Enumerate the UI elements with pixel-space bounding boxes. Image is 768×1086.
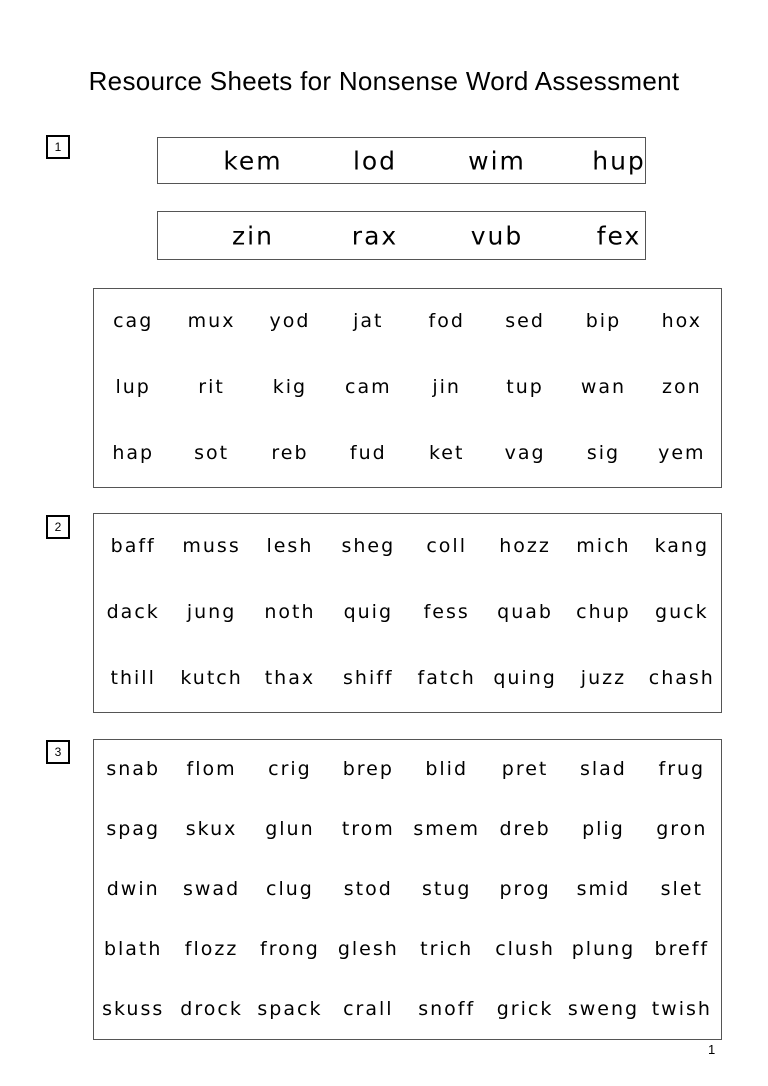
word: rit bbox=[198, 376, 225, 398]
word: kang bbox=[654, 535, 710, 557]
word: flozz bbox=[184, 938, 239, 960]
word: zin bbox=[232, 221, 274, 250]
word: trom bbox=[341, 818, 395, 840]
word: guck bbox=[655, 601, 709, 623]
word: prog bbox=[499, 878, 551, 900]
word: glesh bbox=[337, 938, 399, 960]
word: muss bbox=[182, 535, 241, 557]
word: zon bbox=[661, 376, 702, 398]
word: dack bbox=[106, 601, 160, 623]
word: hox bbox=[661, 310, 702, 332]
word-row bbox=[94, 442, 721, 464]
word-row bbox=[94, 758, 721, 780]
word: sheg bbox=[341, 535, 396, 557]
practice-box-2 bbox=[157, 211, 646, 260]
word: yod bbox=[269, 310, 311, 332]
word: juzz bbox=[580, 667, 627, 689]
word: baff bbox=[110, 535, 156, 557]
word: wan bbox=[580, 376, 627, 398]
word-row bbox=[94, 535, 721, 557]
word: smid bbox=[576, 878, 631, 900]
word: plig bbox=[582, 818, 625, 840]
word: spag bbox=[106, 818, 161, 840]
word-row bbox=[94, 667, 721, 689]
word: trich bbox=[420, 938, 474, 960]
word: glun bbox=[265, 818, 315, 840]
word: coll bbox=[426, 535, 467, 557]
word-row bbox=[94, 998, 721, 1020]
word-row bbox=[94, 878, 721, 900]
word: bip bbox=[585, 310, 622, 332]
word: cam bbox=[345, 376, 392, 398]
word-row bbox=[94, 601, 721, 623]
word: skux bbox=[185, 818, 238, 840]
word: vub bbox=[470, 221, 524, 250]
word-row bbox=[94, 938, 721, 960]
word: fud bbox=[349, 442, 387, 464]
word: kutch bbox=[180, 667, 243, 689]
word: hap bbox=[112, 442, 155, 464]
word: dreb bbox=[499, 818, 551, 840]
word: lesh bbox=[266, 535, 314, 557]
word: crall bbox=[343, 998, 394, 1020]
practice-box-1 bbox=[157, 137, 646, 184]
word: snab bbox=[106, 758, 161, 780]
word: blid bbox=[425, 758, 469, 780]
word: sweng bbox=[567, 998, 640, 1020]
word: snoff bbox=[418, 998, 476, 1020]
word: lup bbox=[115, 376, 151, 398]
word: tup bbox=[506, 376, 544, 398]
word: ket bbox=[428, 442, 465, 464]
word: skuss bbox=[102, 998, 165, 1020]
word: frong bbox=[260, 938, 320, 960]
word: thax bbox=[264, 667, 316, 689]
word: fatch bbox=[417, 667, 476, 689]
word: dwin bbox=[106, 878, 160, 900]
word: spack bbox=[257, 998, 323, 1020]
word: mich bbox=[576, 535, 631, 557]
word-grid-section-2 bbox=[93, 513, 722, 713]
word: sig bbox=[586, 442, 621, 464]
word: crig bbox=[268, 758, 312, 780]
word: breff bbox=[654, 938, 710, 960]
word: mux bbox=[187, 310, 236, 332]
word: kig bbox=[272, 376, 308, 398]
word: fess bbox=[423, 601, 470, 623]
word: fod bbox=[428, 310, 465, 332]
word: reb bbox=[271, 442, 309, 464]
section-number-2: 2 bbox=[46, 515, 70, 539]
word: sot bbox=[194, 442, 230, 464]
page-number: 1 bbox=[708, 1042, 716, 1057]
word: plung bbox=[571, 938, 636, 960]
word: swad bbox=[182, 878, 241, 900]
word: gron bbox=[656, 818, 708, 840]
word: stug bbox=[421, 878, 472, 900]
word: twish bbox=[651, 998, 712, 1020]
word: clush bbox=[495, 938, 555, 960]
word-grid-section-3 bbox=[93, 739, 722, 1040]
word: thill bbox=[110, 667, 156, 689]
word: clug bbox=[266, 878, 314, 900]
practice-row bbox=[192, 221, 680, 250]
word: shiff bbox=[343, 667, 394, 689]
word: hozz bbox=[499, 535, 551, 557]
word: rax bbox=[351, 221, 399, 250]
word: yem bbox=[658, 442, 706, 464]
word-row bbox=[94, 376, 721, 398]
word: drock bbox=[180, 998, 243, 1020]
word: vag bbox=[504, 442, 546, 464]
word-grid-section-1 bbox=[93, 288, 722, 488]
word: lod bbox=[352, 146, 398, 175]
word: hup bbox=[592, 146, 646, 175]
word: slet bbox=[660, 878, 703, 900]
word: blath bbox=[103, 938, 163, 960]
word: chup bbox=[576, 601, 631, 623]
word: chash bbox=[648, 667, 715, 689]
word: cag bbox=[113, 310, 154, 332]
word: noth bbox=[264, 601, 316, 623]
word: jin bbox=[432, 376, 461, 398]
word: wim bbox=[468, 146, 526, 175]
word: jung bbox=[186, 601, 237, 623]
word: fex bbox=[596, 221, 642, 250]
word: kem bbox=[223, 146, 283, 175]
section-number-3: 3 bbox=[46, 740, 70, 764]
word: smem bbox=[413, 818, 480, 840]
word: grick bbox=[496, 998, 554, 1020]
word: frug bbox=[658, 758, 706, 780]
section-number-1: 1 bbox=[46, 135, 70, 159]
word: stod bbox=[343, 878, 393, 900]
page-title: Resource Sheets for Nonsense Word Assessment bbox=[88, 66, 680, 96]
word: sed bbox=[505, 310, 545, 332]
word: pret bbox=[501, 758, 549, 780]
word: brep bbox=[342, 758, 394, 780]
word: flom bbox=[186, 758, 237, 780]
word: quig bbox=[343, 601, 394, 623]
word: jat bbox=[353, 310, 384, 332]
word-row bbox=[94, 310, 721, 332]
word: slad bbox=[579, 758, 627, 780]
word: quing bbox=[493, 667, 557, 689]
word: quab bbox=[497, 601, 553, 623]
practice-row bbox=[192, 146, 680, 175]
word-row bbox=[94, 818, 721, 840]
